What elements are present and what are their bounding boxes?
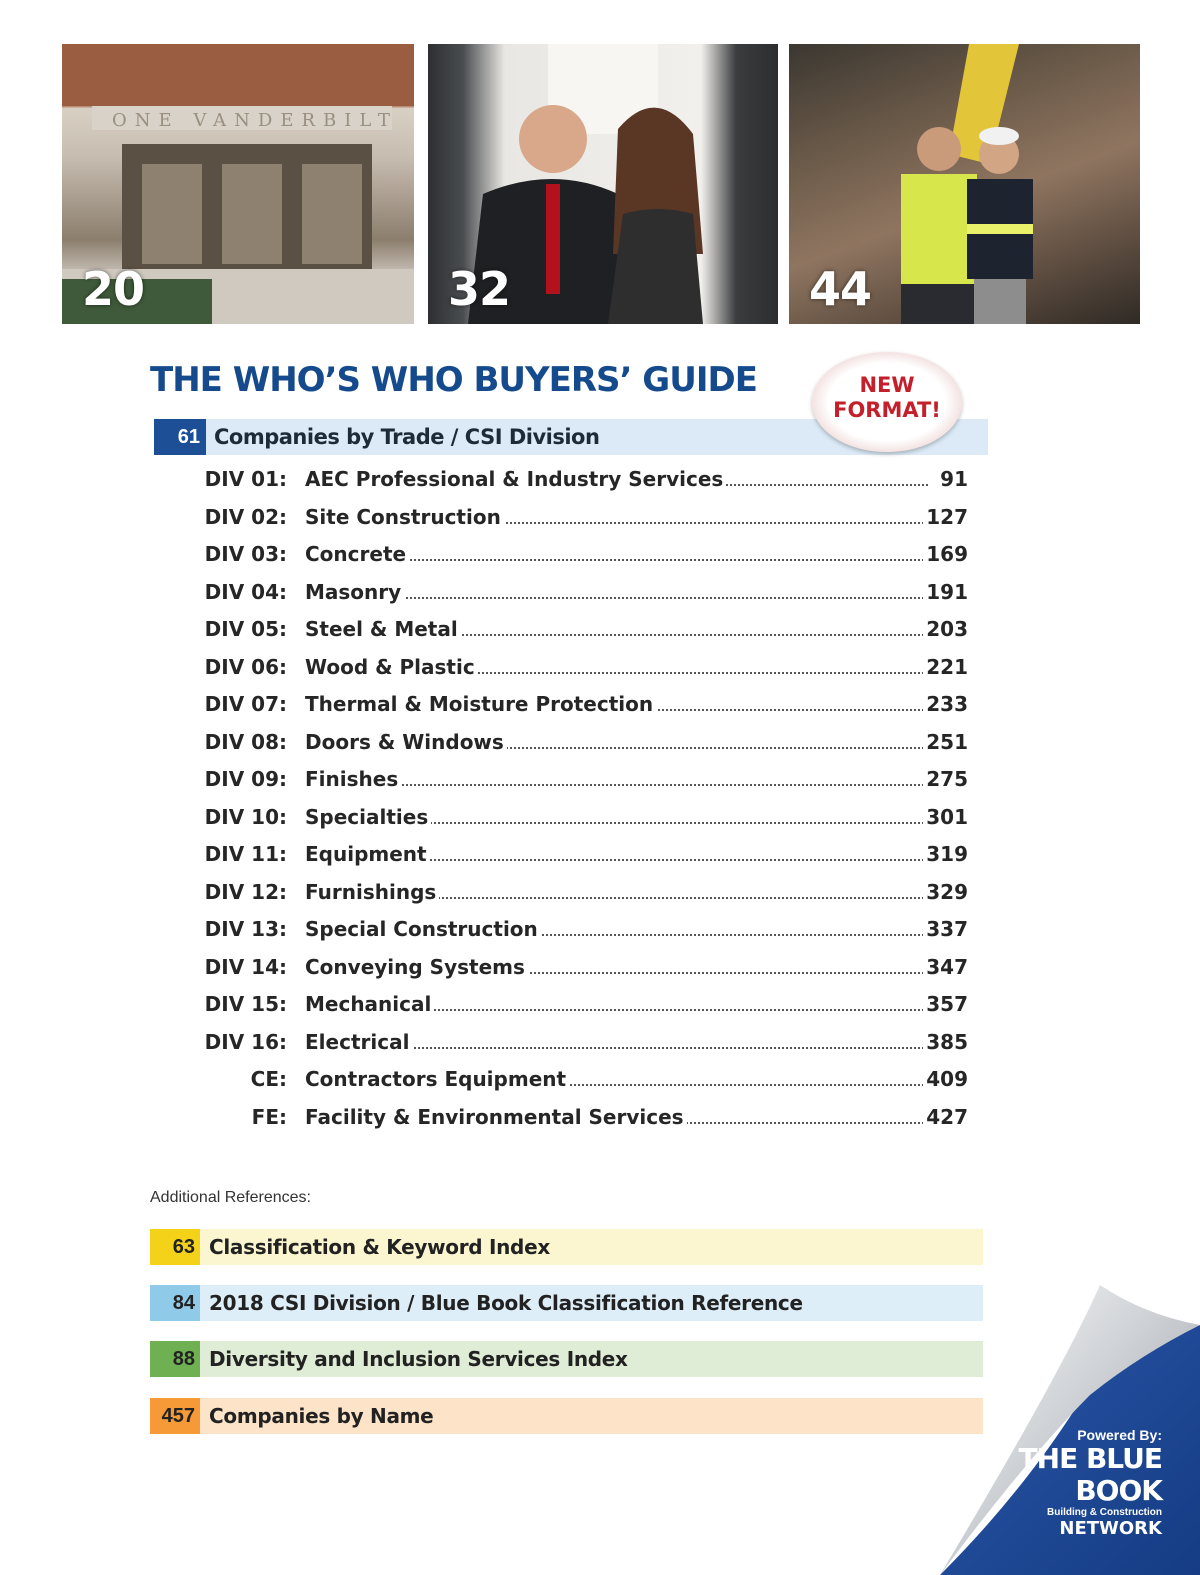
toc-page-number: 329 (923, 880, 968, 904)
toc-division-code: DIV 09: (204, 767, 287, 791)
toc-row[interactable] (150, 1105, 970, 1139)
toc-page-number: 91 (937, 467, 968, 491)
toc-division-code: DIV 07: (204, 692, 287, 716)
toc-division-code: DIV 04: (204, 580, 287, 604)
logo-brand: THE BLUE BOOK (1018, 1442, 1162, 1507)
toc-division-label: Thermal & Moisture Protection (305, 692, 656, 716)
toc-page-number: 385 (923, 1030, 968, 1054)
toc-division-label: Site Construction (305, 505, 504, 529)
toc-page-number: 127 (923, 505, 968, 529)
new-format-badge (812, 352, 962, 452)
toc-division-label: Doors & Windows (305, 730, 507, 754)
reference-bar[interactable] (150, 1229, 983, 1265)
toc-leader-dots (310, 784, 928, 786)
toc-row[interactable] (150, 955, 970, 989)
photo-construction-site (789, 44, 1140, 324)
badge-line-2: FORMAT! (833, 398, 941, 422)
toc-row[interactable] (150, 992, 970, 1026)
reference-page-number: 63 (150, 1229, 200, 1265)
toc-division-label: Specialties (305, 805, 431, 829)
toc-page-number: 319 (923, 842, 968, 866)
toc-division-code: DIV 05: (204, 617, 287, 641)
toc-row[interactable] (150, 1030, 970, 1064)
badge-line-1: NEW (859, 373, 915, 397)
reference-title: Classification & Keyword Index (209, 1235, 550, 1259)
toc-division-code: DIV 12: (204, 880, 287, 904)
reference-bar[interactable] (150, 1285, 983, 1321)
toc-row[interactable] (150, 467, 970, 501)
reference-page-number: 457 (150, 1398, 200, 1434)
reference-page-number: 84 (150, 1285, 200, 1321)
toc-page-number: 251 (923, 730, 968, 754)
toc-page-number: 347 (923, 955, 968, 979)
toc-division-code: DIV 06: (204, 655, 287, 679)
toc-row[interactable] (150, 767, 970, 801)
photo-couple-portrait (428, 44, 778, 324)
photo-page-number: 20 (82, 262, 145, 316)
toc-page-number: 409 (923, 1067, 968, 1091)
toc-division-label: Special Construction (305, 917, 541, 941)
toc-division-label: Conveying Systems (305, 955, 528, 979)
toc-division-label: Wood & Plastic (305, 655, 478, 679)
blue-book-logo[interactable] (972, 1427, 1162, 1539)
toc-division-code: DIV 03: (204, 542, 287, 566)
toc-page-number: 191 (923, 580, 968, 604)
toc-row[interactable] (150, 655, 970, 689)
toc-row[interactable] (150, 1067, 970, 1101)
toc-division-code: DIV 16: (204, 1030, 287, 1054)
powered-by-text: Powered By: (1077, 1427, 1162, 1443)
reference-title: 2018 CSI Division / Blue Book Classification Reference (209, 1291, 803, 1315)
toc-page-number: 301 (923, 805, 968, 829)
toc-division-label: Furnishings (305, 880, 439, 904)
toc-division-code: CE: (250, 1067, 287, 1091)
toc-division-label: Steel & Metal (305, 617, 461, 641)
section-title: Companies by Trade / CSI Division (214, 425, 600, 449)
toc-division-code: DIV 08: (204, 730, 287, 754)
toc-division-code: FE: (251, 1105, 287, 1129)
toc-page-number: 337 (923, 917, 968, 941)
toc-row[interactable] (150, 805, 970, 839)
reference-title: Diversity and Inclusion Services Index (209, 1347, 628, 1371)
toc-division-label: AEC Professional & Industry Services (305, 467, 726, 491)
toc-row[interactable] (150, 880, 970, 914)
toc-division-code: DIV 14: (204, 955, 287, 979)
toc-division-code: DIV 01: (204, 467, 287, 491)
toc-row[interactable] (150, 730, 970, 764)
toc-division-label: Mechanical (305, 992, 434, 1016)
photo-page-number: 44 (809, 262, 872, 316)
toc-page-number: 221 (923, 655, 968, 679)
toc-division-label: Electrical (305, 1030, 412, 1054)
toc-row[interactable] (150, 580, 970, 614)
toc-division-code: DIV 02: (204, 505, 287, 529)
toc-row[interactable] (150, 842, 970, 876)
reference-bar[interactable] (150, 1341, 983, 1377)
photo-building-entrance (62, 44, 414, 324)
toc-division-label: Equipment (305, 842, 430, 866)
toc-page-number: 233 (923, 692, 968, 716)
additional-references-label: Additional References: (150, 1189, 311, 1206)
toc-page-number: 275 (923, 767, 968, 791)
reference-title: Companies by Name (209, 1404, 434, 1428)
page-title: THE WHO’S WHO BUYERS’ GUIDE (150, 360, 757, 400)
toc-page-number: 357 (923, 992, 968, 1016)
toc-row[interactable] (150, 692, 970, 726)
toc-division-label: Masonry (305, 580, 404, 604)
toc-page-number: 169 (923, 542, 968, 566)
photo-page-number: 32 (448, 262, 511, 316)
toc-page-number: 203 (923, 617, 968, 641)
toc-division-code: DIV 13: (204, 917, 287, 941)
toc-division-label: Contractors Equipment (305, 1067, 569, 1091)
logo-tagline: Building & Construction (1047, 1507, 1162, 1518)
section-page-number: 61 (154, 419, 206, 455)
toc-division-code: DIV 10: (204, 805, 287, 829)
toc-page-number: 427 (923, 1105, 968, 1129)
toc-division-label: Finishes (305, 767, 401, 791)
toc-division-code: DIV 15: (204, 992, 287, 1016)
building-sign: ONE VANDERBILT (112, 110, 398, 131)
toc-division-label: Facility & Environmental Services (305, 1105, 687, 1129)
reference-bar[interactable] (150, 1398, 983, 1434)
toc-row[interactable] (150, 617, 970, 651)
toc-row[interactable] (150, 917, 970, 951)
toc-row[interactable] (150, 505, 970, 539)
logo-network: NETWORK (1059, 1518, 1162, 1539)
reference-page-number: 88 (150, 1341, 200, 1377)
toc-division-label: Concrete (305, 542, 409, 566)
toc-row[interactable] (150, 542, 970, 576)
toc-division-code: DIV 11: (204, 842, 287, 866)
